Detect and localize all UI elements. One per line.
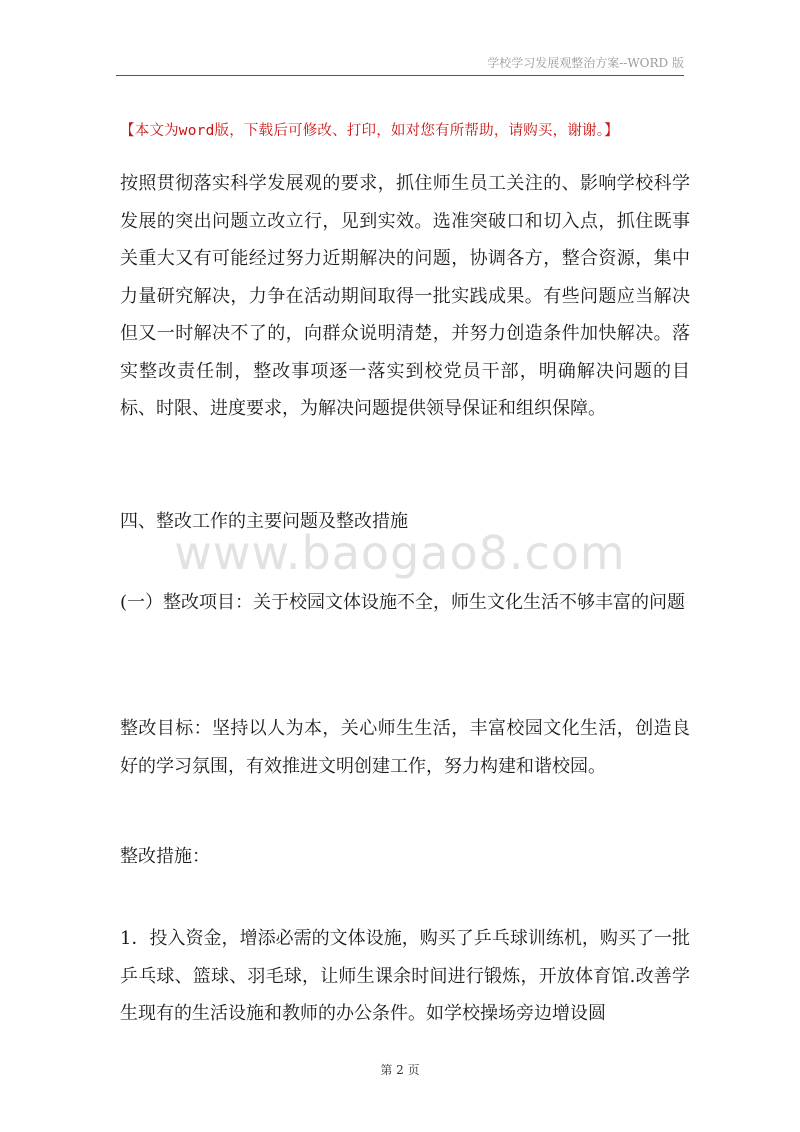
measures-heading: 整改措施：	[120, 846, 210, 867]
rectification-goal: 整改目标：坚持以人为本，关心师生生活，丰富校园文化生活，创造良好的学习氛围，有效推进文明创建工作，努力构建和谐校园。	[120, 718, 690, 777]
header-divider	[116, 75, 684, 76]
measure-1: 1．投入资金，增添必需的文体设施，购买了乒乓球训练机，购买了一批乒乓球、篮球、羽毛球，让师生课余时间进行锻炼，开放体育馆.改善学生现有的生活设施和教师的办公条件。如学校操场旁边增设圆	[120, 928, 690, 1024]
rectification-item-1-title: (一）整改项目：关于校园文体设施不全，师生文化生活不够丰富的问题	[120, 592, 686, 613]
purchase-notice: 【本文为word版，下载后可修改、打印，如对您有所帮助，请购买，谢谢。】	[120, 123, 619, 139]
paragraph-implementation: 按照贯彻落实科学发展观的要求，抓住师生员工关注的、影响学校科学发展的突出问题立改立行，见到实效。选准突破口和切入点，抓住既事关重大又有可能经过努力近期解决的问题，协调各方，整合资源，集中力量研究解决，力争在活动期间取得一批实践成果。有些问题应当解决但又一时解决不了的，向群众说明清楚，并努力创造条件加快解决。落实整改责任制，整改事项逐一落实到校党员干部，明确解决问题的目标、时限、进度要求，为解决问题提供领导保证和组织保障。	[120, 173, 690, 419]
watermark: www.baogao8.com	[174, 526, 626, 580]
section-heading-4: 四、整改工作的主要问题及整改措施	[120, 511, 408, 532]
document-header-title: 学校学习发展观整治方案--WORD 版	[487, 56, 684, 70]
page-number: 第 2 页	[380, 1063, 420, 1077]
